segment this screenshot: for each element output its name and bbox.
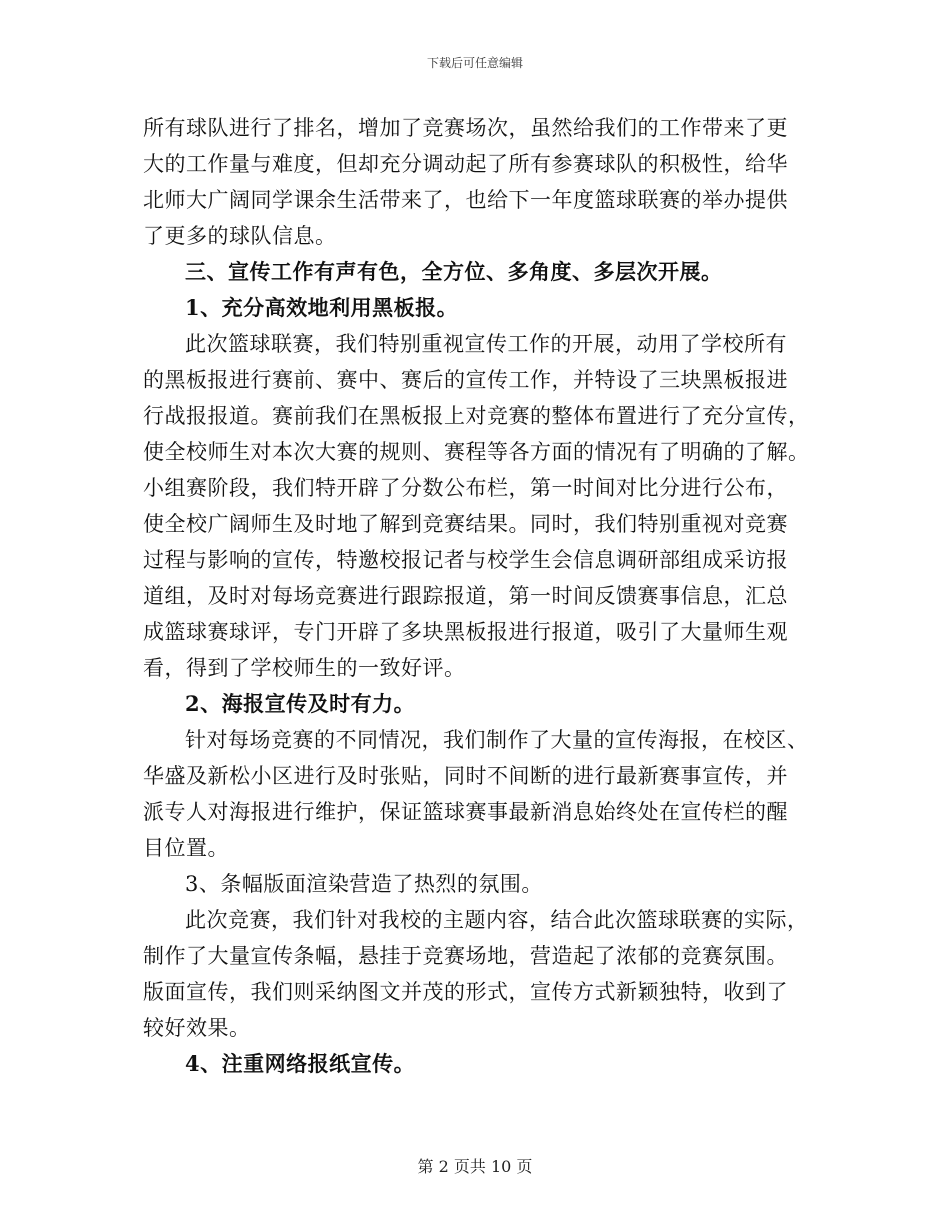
subsection-heading: 4、注重网络报纸宣传。 (185, 1051, 416, 1076)
body-line: 了更多的球队信息。 (143, 224, 337, 248)
body-line: 派专人对海报进行维护，保证篮球赛事最新消息始终处在宣传栏的醒 (143, 800, 788, 824)
section-heading: 三、宣传工作有声有色，全方位、多角度、多层次开展。 (185, 259, 723, 284)
body-line: 成篮球赛球评，专门开辟了多块黑板报进行报道，吸引了大量师生观 (143, 620, 788, 644)
body-line: 此次竞赛，我们针对我校的主题内容，结合此次篮球联赛的实际， (185, 908, 809, 932)
body-line: 过程与影响的宣传，特邀校报记者与校学生会信息调研部组成采访报 (143, 548, 788, 572)
body-line: 版面宣传，我们则采纳图文并茂的形式，宣传方式新颖独特，收到了 (143, 980, 788, 1004)
body-line: 的黑板报进行赛前、赛中、赛后的宣传工作，并特设了三块黑板报进 (143, 368, 788, 392)
page-header: 下载后可任意编辑 (426, 56, 523, 70)
body-line: 使全校师生对本次大赛的规则、赛程等各方面的情况有了明确的了解。 (143, 440, 810, 464)
body-line: 大的工作量与难度，但却充分调动起了所有参赛球队的积极性，给华 (143, 152, 788, 176)
body-line: 看，得到了学校师生的一致好评。 (143, 656, 466, 680)
body-line: 针对每场竞赛的不同情况，我们制作了大量的宣传海报，在校区、 (185, 728, 809, 752)
body-line: 此次篮球联赛，我们特别重视宣传工作的开展，动用了学校所有 (185, 332, 787, 356)
body-line: 道组，及时对每场竞赛进行跟踪报道，第一时间反馈赛事信息，汇总 (143, 584, 788, 608)
page-footer: 第 2 页共 10 页 (417, 1157, 533, 1176)
body-line: 北师大广阔同学课余生活带来了，也给下一年度篮球联赛的举办提供 (143, 188, 788, 212)
body-line: 华盛及新松小区进行及时张贴，同时不间断的进行最新赛事宣传，并 (143, 764, 788, 788)
body-line: 较好效果。 (143, 1016, 251, 1040)
body-line: 小组赛阶段，我们特开辟了分数公布栏，第一时间对比分进行公布， (143, 476, 788, 500)
subsection-heading: 2、海报宣传及时有力。 (185, 691, 416, 716)
body-line: 制作了大量宣传条幅，悬挂于竞赛场地，营造起了浓郁的竞赛氛围。 (143, 944, 788, 968)
body-line: 所有球队进行了排名，增加了竞赛场次，虽然给我们的工作带来了更 (143, 116, 788, 140)
document-body (143, 110, 811, 1082)
body-line: 使全校广阔师生及时地了解到竞赛结果。同时，我们特别重视对竞赛 (143, 512, 788, 536)
body-line: 目位置。 (143, 836, 229, 860)
body-line: 行战报报道。赛前我们在黑板报上对竞赛的整体布置进行了充分宣传， (143, 404, 810, 428)
subsection-heading: 1、充分高效地利用黑板报。 (185, 295, 459, 320)
subsection-heading: 3、条幅版面渲染营造了热烈的氛围。 (185, 872, 543, 896)
